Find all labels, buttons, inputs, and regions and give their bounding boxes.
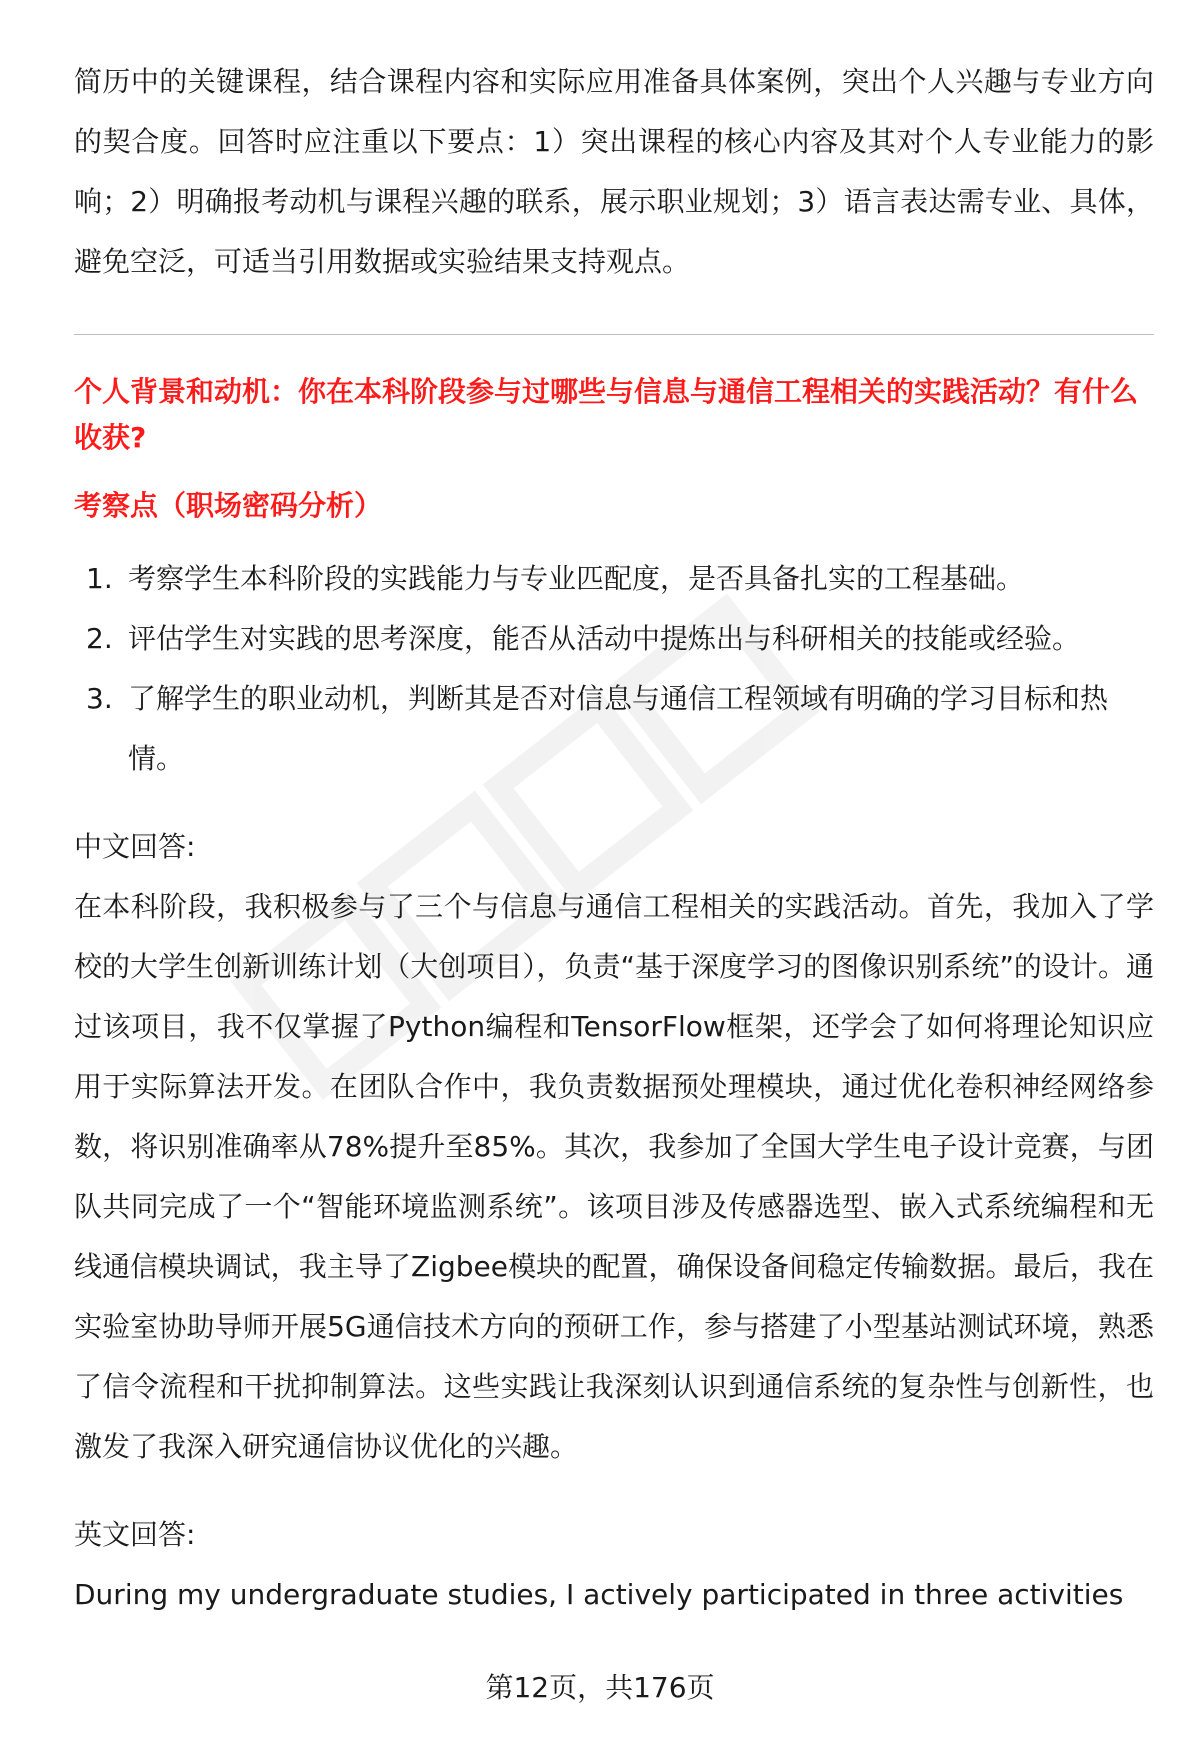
list-item: [74, 609, 1154, 669]
list-item-number: 1.: [86, 562, 113, 595]
list-item-text: 考察学生本科阶段的实践能力与专业匹配度，是否具备扎实的工程基础。: [128, 562, 1025, 595]
list-item-number: 3.: [86, 682, 113, 715]
page-footer: 第12页，共176页: [485, 1671, 715, 1704]
list-item: [74, 549, 1154, 609]
kaocha-heading: 考察点（职场密码分析）: [74, 489, 383, 522]
english-answer-label: 英文回答:: [74, 1518, 196, 1551]
english-answer-text: During my undergraduate studies, I actively participated in three activities: [74, 1578, 1124, 1611]
chinese-answer-label: 中文回答:: [74, 830, 196, 863]
section-divider: [74, 334, 1154, 335]
list-item-text: 了解学生的职业动机，判断其是否对信息与通信工程领域有明确的学习目标和热情。: [128, 682, 1109, 775]
question-title: 个人背景和动机：你在本科阶段参与过哪些与信息与通信工程相关的实践活动？有什么收获?: [74, 375, 1139, 454]
document-page: [74, 52, 1154, 1625]
list-item-number: 2.: [86, 622, 113, 655]
assessment-points-list: [74, 549, 1154, 789]
intro-paragraph: 简历中的关键课程，结合课程内容和实际应用准备具体案例，突出个人兴趣与专业方向的契合度。回答时应注重以下要点：1）突出课程的核心内容及其对个人专业能力的影响；2）明确报考动机与课程兴趣的联系，展示职业规划；3）语言表达需专业、具体，避免空泛，可适当引用数据或实验结果支持观点。: [74, 65, 1154, 278]
list-item-text: 评估学生对实践的思考深度，能否从活动中提炼出与科研相关的技能或经验。: [128, 622, 1081, 655]
list-item: [74, 669, 1154, 789]
chinese-answer-text: 在本科阶段，我积极参与了三个与信息与通信工程相关的实践活动。首先，我加入了学校的大学生创新训练计划（大创项目），负责“基于深度学习的图像识别系统”的设计。通过该项目，我不仅掌握了Python编程和TensorFlow框架，还学会了如何将理论知识应用于实际算法开发。在团队合作中，我负责数据预处理模块，通过优化卷积神经网络参数，将识别准确率从78%提升至85%。其次，我参加了全国大学生电子设计竞赛，与团队共同完成了一个“智能环境监测系统”。该项目涉及传感器选型、嵌入式系统编程和无线通信模块调试，我主导了Zigbee模块的配置，确保设备间稳定传输数据。最后，我在实验室协助导师开展5G通信技术方向的预研工作，参与搭建了小型基站测试环境，熟悉了信令流程和干扰抑制算法。这些实践让我深刻认识到通信系统的复杂性与创新性，也激发了我深入研究通信协议优化的兴趣。: [74, 890, 1154, 1463]
